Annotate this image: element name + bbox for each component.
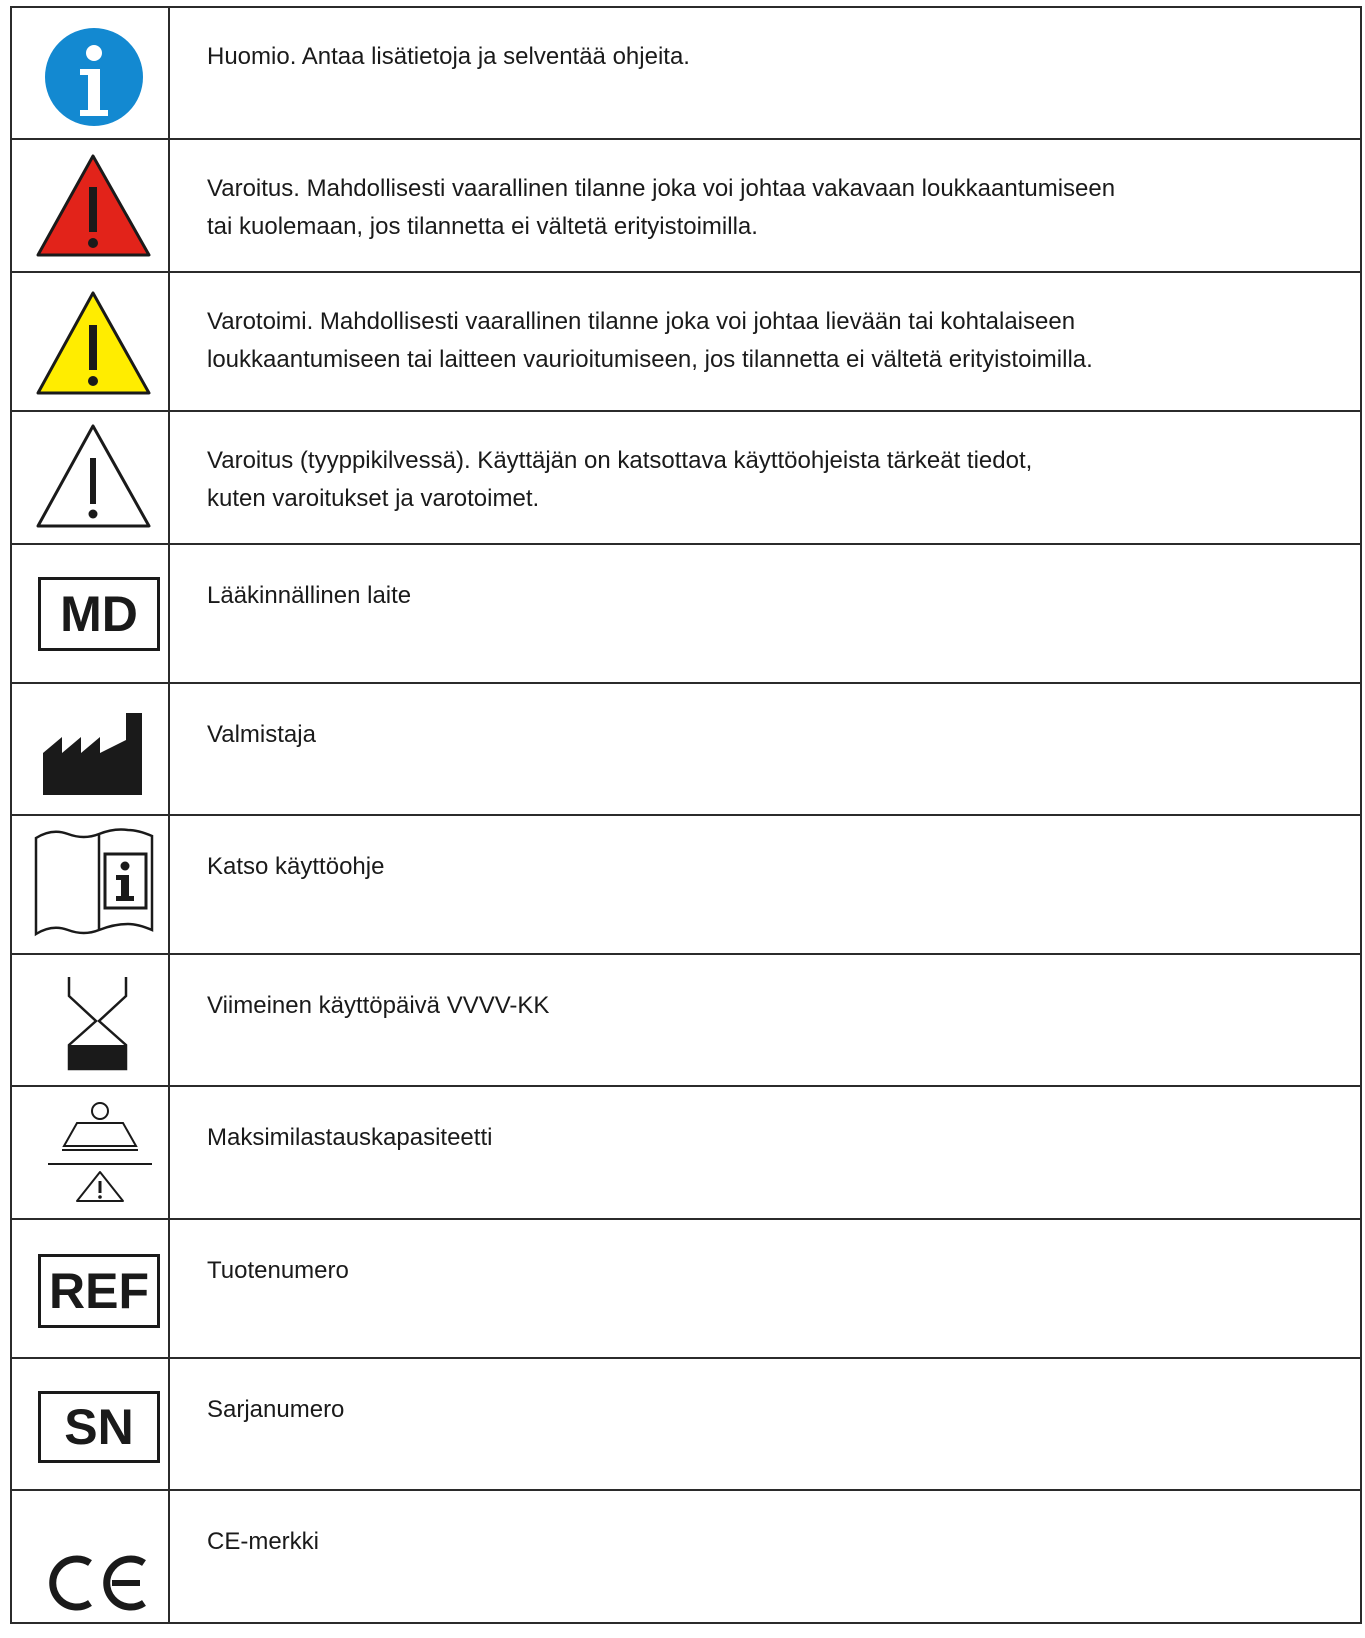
symbol-description: Maksimilastauskapasiteetti: [207, 1124, 493, 1151]
symbol-description: Viimeinen käyttöpäivä VVVV-KK: [207, 992, 550, 1019]
symbol-row: [11, 954, 1361, 1086]
symbol-row: [11, 1490, 1361, 1623]
symbol-description: Sarjanumero: [207, 1396, 345, 1423]
symbol-description: Huomio. Antaa lisätietoja ja selventää ohjeita.: [207, 43, 690, 70]
symbol-description: Tuotenumero: [207, 1257, 349, 1284]
serial-number-icon: SN: [38, 1391, 160, 1463]
reference-number-icon: REF: [38, 1254, 160, 1328]
symbol-description: Varotoimi. Mahdollisesti vaarallinen tilanne joka voi johtaa lievään tai kohtalaiseen loukkaantumiseen tai laitteen vaurioitumiseen, jos tilannetta ei vältetä erityistoimilla.: [207, 308, 1093, 373]
max-load-icon: [12, 1087, 168, 1218]
instructions-book-icon: [12, 816, 168, 953]
symbol-row: [11, 7, 1361, 139]
manufacturer-factory-icon: [12, 684, 168, 814]
symbol-row: [11, 1358, 1361, 1490]
symbol-row: [11, 1086, 1361, 1219]
hourglass-expiry-icon: [12, 955, 168, 1085]
symbol-description: Katso käyttöohje: [207, 853, 385, 880]
ce-mark-icon: [12, 1491, 168, 1622]
symbols-table: [10, 6, 1362, 1624]
symbol-description: Varoitus. Mahdollisesti vaarallinen tilanne joka voi johtaa vakavaan loukkaantumiseen tai kuolemaan, jos tilannetta ei vältetä erityistoimilla.: [207, 175, 1116, 240]
info-circle-icon: [12, 8, 168, 138]
symbol-row: [11, 1219, 1361, 1358]
symbol-row: [11, 683, 1361, 815]
medical-device-icon: MD: [38, 577, 160, 651]
symbol-description: Varoitus (tyyppikilvessä). Käyttäjän on katsottava käyttöohjeista tärkeät tiedot, kuten varoitukset ja varotoimet.: [207, 447, 1033, 512]
symbol-row: [11, 272, 1361, 411]
symbol-description: CE-merkki: [207, 1528, 319, 1555]
caution-yellow-triangle-icon: [12, 273, 168, 410]
symbol-description: Lääkinnällinen laite: [207, 582, 412, 609]
symbol-row: [11, 544, 1361, 683]
symbol-row: [11, 815, 1361, 954]
symbol-description: Valmistaja: [207, 721, 316, 748]
symbol-row: [11, 411, 1361, 544]
warning-outline-triangle-icon: [12, 412, 168, 543]
symbol-row: [11, 139, 1361, 272]
warning-red-triangle-icon: [12, 140, 168, 271]
